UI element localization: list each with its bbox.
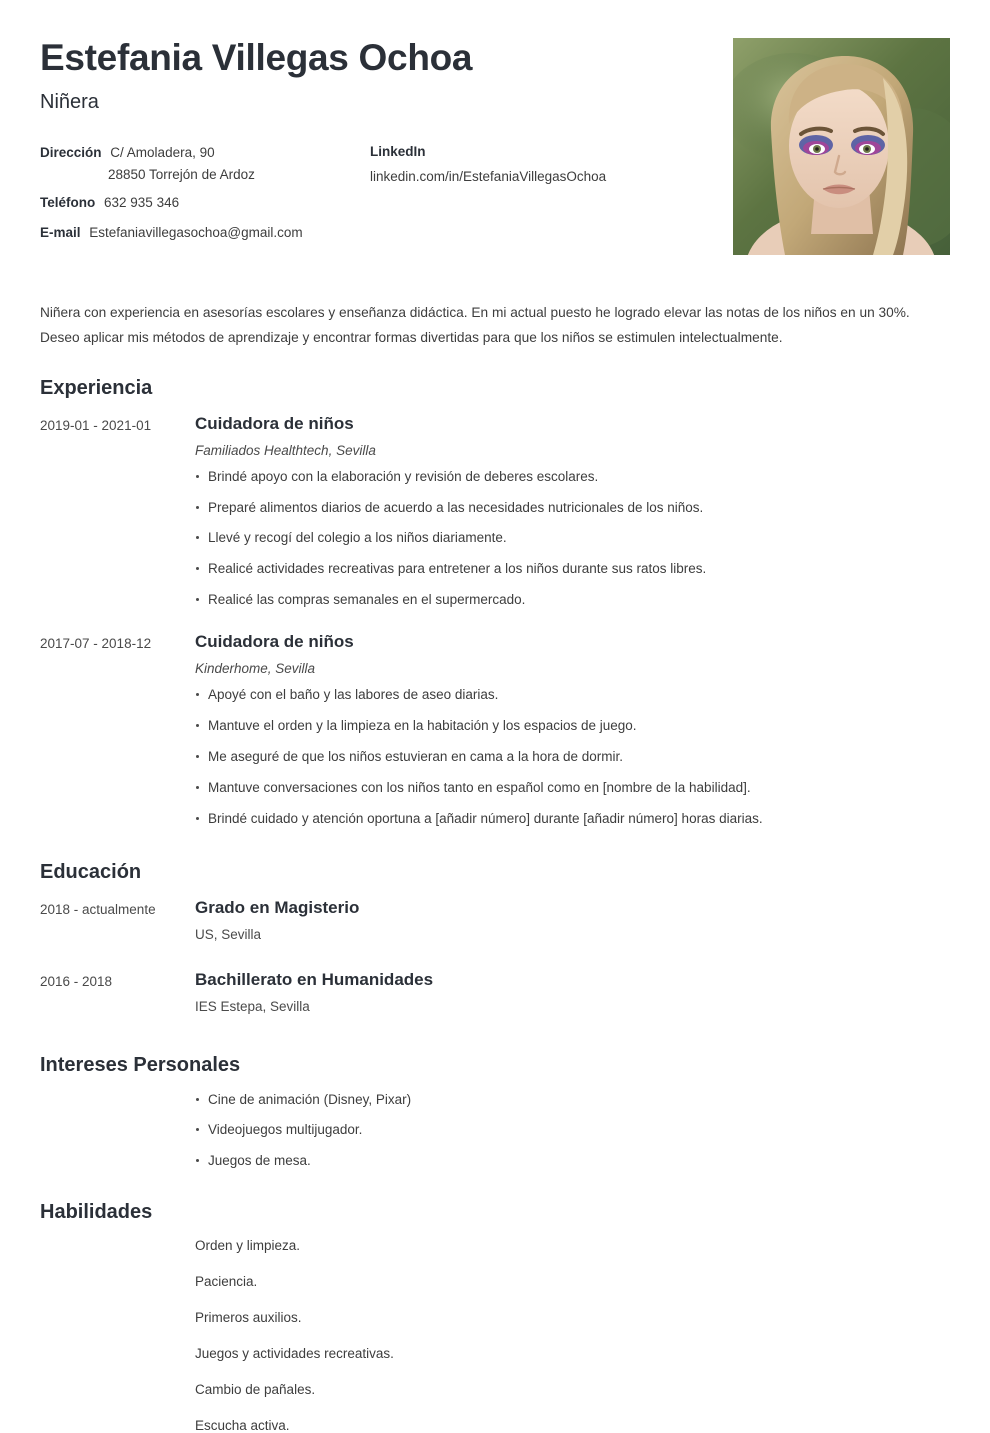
education-date: 2016 - 2018 [40, 973, 113, 989]
section-interests [40, 1054, 950, 1172]
section-title-interests: Intereses Personales [40, 1053, 241, 1076]
section-experience [40, 377, 950, 829]
list-item: Realicé actividades recreativas para entretener a los niños durante sus ratos libres. [195, 560, 950, 579]
list-item: Videojuegos multijugador. [195, 1121, 950, 1140]
list-item: Cine de animación (Disney, Pixar) [195, 1091, 950, 1110]
education-institution: US, Sevilla [195, 926, 262, 942]
experience-bullet-list [195, 686, 950, 828]
list-item: Primeros auxilios. [195, 1310, 302, 1326]
list-item: Brindé apoyo con la elaboración y revisión de deberes escolares. [195, 468, 950, 487]
linkedin-label: LinkedIn [370, 143, 426, 159]
list-item: Escucha activa. [195, 1418, 290, 1433]
section-title-skills: Habilidades [40, 1201, 153, 1224]
skills-content [195, 1238, 950, 1433]
contact-column-left [40, 144, 370, 255]
list-item: Apoyé con el baño y las labores de aseo diarias. [195, 686, 950, 705]
experience-bullet-list [195, 468, 950, 610]
address-value: C/ Amoladera, 90 [110, 144, 215, 160]
portrait-photo-icon [733, 38, 950, 255]
contact-details [40, 144, 700, 255]
experience-body [195, 414, 950, 610]
section-title-education: Educación [40, 860, 142, 883]
list-item: Brindé cuidado y atención oportuna a [añadir número] durante [añadir número] horas diarias. [195, 810, 950, 829]
experience-date: 2017-07 - 2018-12 [40, 636, 152, 652]
education-institution: IES Estepa, Sevilla [195, 998, 310, 1014]
experience-entry [40, 414, 950, 610]
cv-header [40, 38, 950, 258]
education-degree: Grado en Magisterio [195, 897, 360, 917]
page-title: Estefania Villegas Ochoa [40, 37, 473, 78]
education-body [195, 970, 950, 1024]
header-text-block [40, 38, 700, 254]
avatar [733, 38, 950, 255]
list-item: Juegos de mesa. [195, 1152, 950, 1171]
experience-job-title: Cuidadora de niños [195, 413, 354, 433]
address-label: Dirección [40, 144, 102, 160]
email-label: E-mail [40, 225, 81, 241]
list-item: Llevé y recogí del colegio a los niños diariamente. [195, 529, 950, 548]
experience-date: 2019-01 - 2021-01 [40, 417, 152, 433]
phone-value: 632 935 346 [104, 194, 180, 210]
education-body [195, 898, 950, 952]
list-item: Paciencia. [195, 1274, 258, 1290]
profile-summary: Niñera con experiencia en asesorías escolares y enseñanza didáctica. En mi actual puesto he logrado elevar las notas de los niños en un 30%. Deseo aplicar mis métodos de aprendizaje y encontrar formas divertidas para que los niños se estimulen intelectualmente. [40, 305, 910, 346]
education-degree: Bachillerato en Humanidades [195, 969, 434, 989]
education-entry [40, 970, 950, 1024]
list-item: Cambio de pañales. [195, 1382, 316, 1398]
education-entry [40, 898, 950, 952]
experience-job-title: Cuidadora de niños [195, 632, 354, 652]
phone-label: Teléfono [40, 194, 96, 210]
linkedin-value[interactable]: linkedin.com/in/EstefaniaVillegasOchoa [370, 168, 607, 184]
address-value-line2: 28850 Torrejón de Ardoz [108, 166, 255, 182]
experience-body [195, 632, 950, 828]
email-value[interactable]: Estefaniavillegasochoa@gmail.com [89, 225, 303, 241]
interests-content [195, 1091, 950, 1172]
education-date: 2018 - actualmente [40, 901, 156, 917]
section-education [40, 861, 950, 1024]
list-item: Me aseguré de que los niños estuvieran en cama a la hora de dormir. [195, 748, 950, 767]
interests-list [195, 1091, 950, 1172]
section-skills [40, 1201, 950, 1433]
contact-column-right [370, 144, 690, 184]
phone-row [40, 194, 370, 212]
email-row [40, 224, 370, 242]
experience-entry [40, 632, 950, 828]
experience-company: Kinderhome, Sevilla [195, 661, 316, 677]
list-item: Mantuve el orden y la limpieza en la habitación y los espacios de juego. [195, 717, 950, 736]
section-title-experience: Experiencia [40, 376, 153, 399]
list-item: Orden y limpieza. [195, 1238, 301, 1254]
experience-company: Familiados Healthtech, Sevilla [195, 442, 376, 458]
address-row [40, 144, 370, 162]
list-item: Realicé las compras semanales en el supermercado. [195, 591, 950, 610]
job-role-subtitle: Niñera [40, 90, 99, 113]
list-item: Preparé alimentos diarios de acuerdo a las necesidades nutricionales de los niños. [195, 499, 950, 518]
list-item: Mantuve conversaciones con los niños tanto en español como en [nombre de la habilidad]. [195, 779, 950, 798]
list-item: Juegos y actividades recreativas. [195, 1346, 394, 1362]
